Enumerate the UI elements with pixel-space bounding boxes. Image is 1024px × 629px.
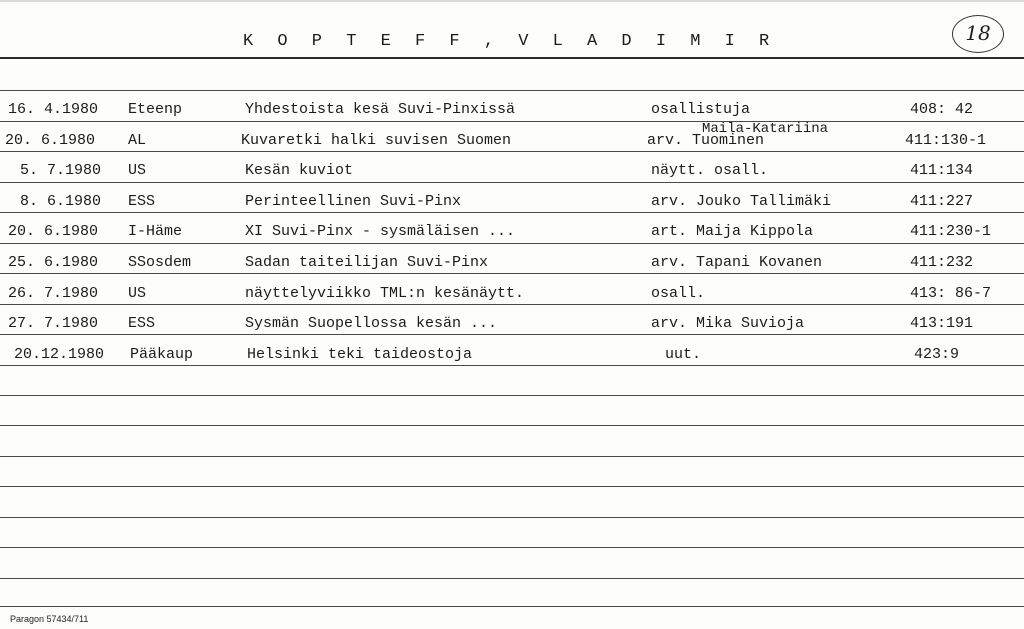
entry-ref: 411:130-1 [905, 132, 987, 149]
ruled-line [0, 304, 1024, 305]
ruled-line [0, 578, 1024, 579]
entry-ref: 411:232 [910, 254, 974, 271]
entry-source: US [128, 162, 147, 179]
header-rule [0, 57, 1024, 59]
entry-author: näytt. osall. [651, 162, 769, 179]
ruled-line [0, 365, 1024, 366]
entry-title: Sysmän Suopellossa kesän ... [245, 315, 498, 332]
entry-title: Perinteellinen Suvi-Pinx [245, 193, 462, 210]
entry-source: AL [128, 132, 147, 149]
entry-ref: 411:134 [910, 162, 974, 179]
entry-author: arv. Tapani Kovanen [651, 254, 823, 271]
ruled-line [0, 334, 1024, 335]
entry-author: art. Maija Kippola [651, 223, 814, 240]
entry-source: I-Häme [128, 223, 183, 240]
entry-author: osallistuja [651, 101, 751, 118]
entry-title: Sadan taiteilijan Suvi-Pinx [245, 254, 489, 271]
entry-ref: 413:191 [910, 315, 974, 332]
entry-date: 8. 6.1980 [20, 193, 102, 210]
ruled-line [0, 151, 1024, 152]
entry-author: arv. Tuominen [647, 132, 765, 149]
ruled-line [0, 395, 1024, 396]
entry-ref: 423:9 [914, 346, 960, 363]
entry-author: arv. Jouko Tallimäki [651, 193, 832, 210]
entry-date: 20. 6.1980 [5, 132, 96, 149]
page-number-circle: 18 [952, 15, 1004, 53]
entry-date: 16. 4.1980 [8, 101, 99, 118]
ruled-line [0, 121, 1024, 122]
entry-title: Kuvaretki halki suvisen Suomen [241, 132, 512, 149]
entry-title: Yhdestoista kesä Suvi-Pinxissä [245, 101, 516, 118]
ruled-line [0, 273, 1024, 274]
ruled-line [0, 182, 1024, 183]
entry-source: Pääkaup [130, 346, 194, 363]
entry-ref: 411:227 [910, 193, 974, 210]
ruled-line [0, 517, 1024, 518]
ruled-line [0, 456, 1024, 457]
entry-date: 25. 6.1980 [8, 254, 99, 271]
entry-title: XI Suvi-Pinx - sysmäläisen ... [245, 223, 516, 240]
entry-author: uut. [665, 346, 702, 363]
entry-title: näyttelyviikko TML:n kesänäytt. [245, 285, 525, 302]
ruled-line [0, 243, 1024, 244]
entry-source: ESS [128, 315, 156, 332]
entry-source: Eteenp [128, 101, 183, 118]
ruled-line [0, 606, 1024, 607]
entry-author: osall. [651, 285, 706, 302]
ruled-line [0, 547, 1024, 548]
ruled-line [0, 425, 1024, 426]
entry-source: SSosdem [128, 254, 192, 271]
entry-author: arv. Mika Suvioja [651, 315, 805, 332]
card-name: K O P T E F F , V L A D I M I R [243, 32, 777, 51]
entry-author-extra: Maila-Katariina [702, 121, 829, 137]
entry-date: 27. 7.1980 [8, 315, 99, 332]
ruled-line [0, 90, 1024, 91]
entry-date: 26. 7.1980 [8, 285, 99, 302]
entry-date: 5. 7.1980 [20, 162, 102, 179]
entry-ref: 413: 86-7 [910, 285, 992, 302]
entry-source: US [128, 285, 147, 302]
entry-title: Kesän kuviot [245, 162, 354, 179]
entry-title: Helsinki teki taideostoja [247, 346, 473, 363]
card-printer-mark: Paragon 57434/711 [10, 614, 89, 624]
entry-ref: 408: 42 [910, 101, 974, 118]
ruled-line [0, 212, 1024, 213]
entry-ref: 411:230-1 [910, 223, 992, 240]
entry-date: 20. 6.1980 [8, 223, 99, 240]
entry-source: ESS [128, 193, 156, 210]
entry-date: 20.12.1980 [14, 346, 105, 363]
ruled-line [0, 486, 1024, 487]
top-edge-line [0, 0, 1024, 2]
